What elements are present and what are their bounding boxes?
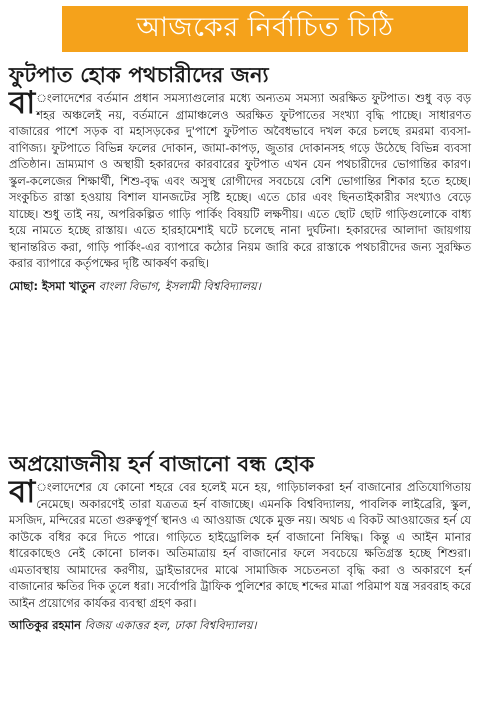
letter-body	[9, 85, 471, 272]
drop-cap: বা	[9, 474, 36, 510]
author-name: মোছা: ইসমা খাতুন	[9, 278, 96, 293]
letter-body-text: ংলাদেশের বর্তমান প্রধান সমস্যাগুলোর মধ্যে অন্যতম সমস্যা অরক্ষিত ফুটপাত। শুধু বড় বড় শহর অঞ্চলেই নয়, বর্তমানে গ্রামাঞ্চলেও অরক্ষিত ফুটপাতের সংখ্যা বৃদ্ধি পাচ্ছে। সাধারণত বাজারের পাশে সড়ক বা মহাসড়কের দু'পাশে ফুটপাত অবৈধভাবে দখল করে চলছে রমরমা ব্যবসা-বাণিজ্য। ফুটপাতে বিভিন্ন ফলের দোকান, জামা-কাপড়, জুতার দোকানসহ গড়ে উঠেছে বিভিন্ন ব্যবসা প্রতিষ্ঠান। ভ্রাম্যমাণ ও অস্থায়ী হকারদের কারবারের ফুটপাত এখন যেন পথচারীদের ভোগান্তির কারণ। স্কুল-কলেজের শিক্ষার্থী, শিশু-বৃদ্ধ এবং অসুস্থ রোগীদের সবচেয়ে বেশি ভোগান্তির শিকার হতে হচ্ছে। সংকুচিত রাস্তা হওয়ায় বিশাল যানজটের সৃষ্টি হচ্ছে। এতে চোর এবং ছিনতাইকারীর সংখ্যাও বেড়ে যাচ্ছে। শুধু তাই নয়, অপরিকল্পিত গাড়ি পার্কিং বিষয়টি লক্ষণীয়। এতে ছোট ছোট গাড়িগুলোকে বাধ্য হয়ে নামতে হচ্ছে রাস্তায়। এতে হারহামেশাই ঘটে চলেছে নানা দুর্ঘটনা। হকারদের আলাদা জায়গায় স্থানান্তরিত করা, গাড়ি পার্কিং-এর ব্যাপারে কঠোর নিয়ম জারি করে রাস্তাকে পথচারীদের জন্য সুরক্ষিত করার ব্যাপারে কর্তৃপক্ষের দৃষ্টি আকর্ষণ করছি।	[9, 91, 471, 270]
letter-body-text: ংলাদেশের যে কোনো শহরে বের হলেই মনে হয়, গাড়িচালকরা হর্ন বাজানোর প্রতিযোগিতায় নেমেছে। অকারণেই তারা যত্রতত্র হর্ন বাজাচ্ছে। এমনকি বিশ্ববিদ্যালয়, পাবলিক লাইব্রেরি, স্কুল, মসজিদ, মন্দিরের মতো গুরুত্বপূর্ণ স্থানও এ আওয়াজ থেকে মুক্ত নয়। অথচ এ বিকট আওয়াজের হর্ন যে কাউকে বধির করে দিতে পারে। গাড়িতে হাইড্রোলিক হর্ন বাজানো নিষিদ্ধ। কিন্তু এ আইন মানার ধারেকাছেও নেই কোনো চালক। অতিমাত্রায় হর্ন বাজানোর ফলে সবচেয়ে ক্ষতিগ্রস্ত হচ্ছে শিশুরা। এমতাবস্থায় আমাদের করণীয়, ড্রাইভারদের মাঝে সামাজিক সচেতনতা বৃদ্ধি করা ও অকারণে হর্ন বাজানোর ক্ষতির দিক তুলে ধরা। সর্বোপরি ট্রাফিক পুলিশের কাছে শব্দের মাত্রা পরিমাপ যন্ত্র সরবরাহ করে আইন প্রয়োগের কার্যকর ব্যবস্থা গ্রহণ করা।	[9, 480, 471, 610]
letter-headline: ফুটপাত হোক পথচারীদের জন্য	[9, 63, 269, 87]
letter-body	[9, 474, 471, 611]
author-name: আতিকুর রহমান	[9, 618, 81, 632]
letter-footpath	[9, 62, 471, 294]
drop-cap: বা	[9, 85, 36, 121]
section-banner-title: আজকের নির্বাচিত চিঠি	[136, 11, 394, 43]
author-affiliation: বাংলা বিভাগ, ইসলামী বিশ্ববিদ্যালয়।	[98, 278, 261, 293]
section-banner	[60, 4, 470, 54]
letter-byline	[9, 278, 471, 294]
letter-byline	[9, 617, 471, 633]
author-affiliation: বিজয় একাত্তর হল, ঢাকা বিশ্ববিদ্যালয়।	[84, 618, 257, 632]
letter-headline: অপ্রয়োজনীয় হর্ন বাজানো বন্ধ হোক	[9, 452, 315, 476]
letter-horn	[9, 451, 471, 633]
